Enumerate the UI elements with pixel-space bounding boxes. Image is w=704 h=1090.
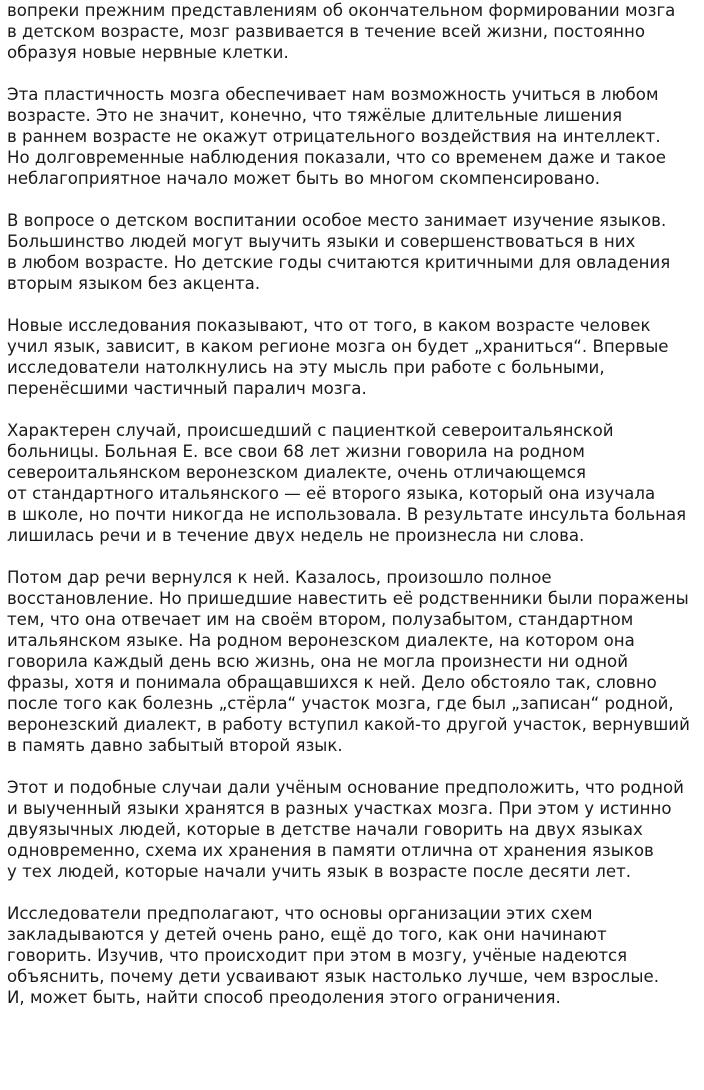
text-line: В вопросе о детском воспитании особое место занимает изучение языков. [7,211,667,230]
text-line: И, может быть, найти способ преодоления этого ограничения. [7,988,561,1007]
text-line: говорила каждый день всю жизнь, она не могла произнести ни одной [7,652,628,671]
text-line: Большинство людей могут выучить языки и совершенствоваться в них [7,232,636,251]
text-line: Новые исследования показывают, что от того, в каком возрасте человек [7,316,651,335]
text-line: двуязычных людей, которые в детстве начали говорить на двух языках [7,820,643,839]
text-line: в школе, но почти никогда не использовала. В результате инсульта больная [7,505,687,524]
text-line: восстановление. Но пришедшие навестить её родственники были поражены [7,589,689,608]
text-line: в любом возрасте. Но детские годы считаются критичными для овладения [7,253,671,272]
text-line: Исследователи предполагают, что основы организации этих схем [7,904,593,923]
text-line: лишилась речи и в течение двух недель не произнесла ни слова. [7,526,585,545]
text-line: в память давно забытый второй язык. [7,736,343,755]
text-line: после того как болезнь „стёрла“ участок мозга, где был „записан“ родной, [7,694,674,713]
text-line: больницы. Больная Е. все свои 68 лет жизни говорила на родном [7,442,585,461]
text-line: вторым языком без акцента. [7,274,261,293]
paragraph [7,84,694,189]
text-line: в раннем возрасте не окажут отрицательного воздействия на интеллект. [7,127,661,146]
article-body [7,0,694,1008]
text-line: и выученный языки хранятся в разных участках мозга. При этом у истинно [7,799,672,818]
text-line: закладываются у детей очень рано, ещё до того, как они начинают [7,925,607,944]
paragraph [7,420,694,546]
text-line: тем, что она отвечает им на своём втором, полузабытом, стандартном [7,610,634,629]
text-line: учил язык, зависит, в каком регионе мозга он будет „храниться“. Впервые [7,337,669,356]
text-line: объяснить, почему дети усваивают язык настолько лучше, чем взрослые. [7,967,659,986]
text-line: веронезский диалект, в работу вступил какой-то другой участок, вернувший [7,715,690,734]
text-line: североитальянском веронезском диалекте, очень отличающемся [7,463,586,482]
text-line: Но долговременные наблюдения показали, что со временем даже и такое [7,148,666,167]
text-line: говорить. Изучив, что происходит при этом в мозгу, учёные надеются [7,946,628,965]
text-line: вопреки прежним представлениям об окончательном формировании мозга [7,1,676,20]
text-line: итальянском языке. На родном веронезском диалекте, на котором она [7,631,635,650]
text-line: Этот и подобные случаи дали учёным основание предположить, что родной [7,778,684,797]
text-line: Характерен случай, происшедший с пациенткой североитальянской [7,421,614,440]
text-line: фразы, хотя и понимала обращавшихся к ней. Дело обстояло так, словно [7,673,657,692]
text-line: образуя новые нервные клетки. [7,43,289,62]
text-line: неблагоприятное начало может быть во многом скомпенсировано. [7,169,601,188]
paragraph [7,210,694,294]
text-line: в детском возрасте, мозг развивается в течение всей жизни, постоянно [7,22,646,41]
paragraph [7,0,694,63]
text-line: перенёсшими частичный паралич мозга. [7,379,367,398]
paragraph [7,777,694,882]
paragraph [7,903,694,1008]
text-line: одновременно, схема их хранения в памяти отлична от хранения языков [7,841,654,860]
text-line: возрасте. Это не значит, конечно, что тяжёлые длительные лишения [7,106,623,125]
text-line: у тех людей, которые начали учить язык в возрасте после десяти лет. [7,862,632,881]
text-line: Потом дар речи вернулся к ней. Казалось, произошло полное [7,568,552,587]
paragraph [7,315,694,399]
paragraph [7,567,694,756]
text-line: исследователи натолкнулись на эту мысль при работе с больными, [7,358,605,377]
text-line: от стандартного итальянского — её второго языка, который она изучала [7,484,656,503]
text-line: Эта пластичность мозга обеспечивает нам возможность учиться в любом [7,85,659,104]
